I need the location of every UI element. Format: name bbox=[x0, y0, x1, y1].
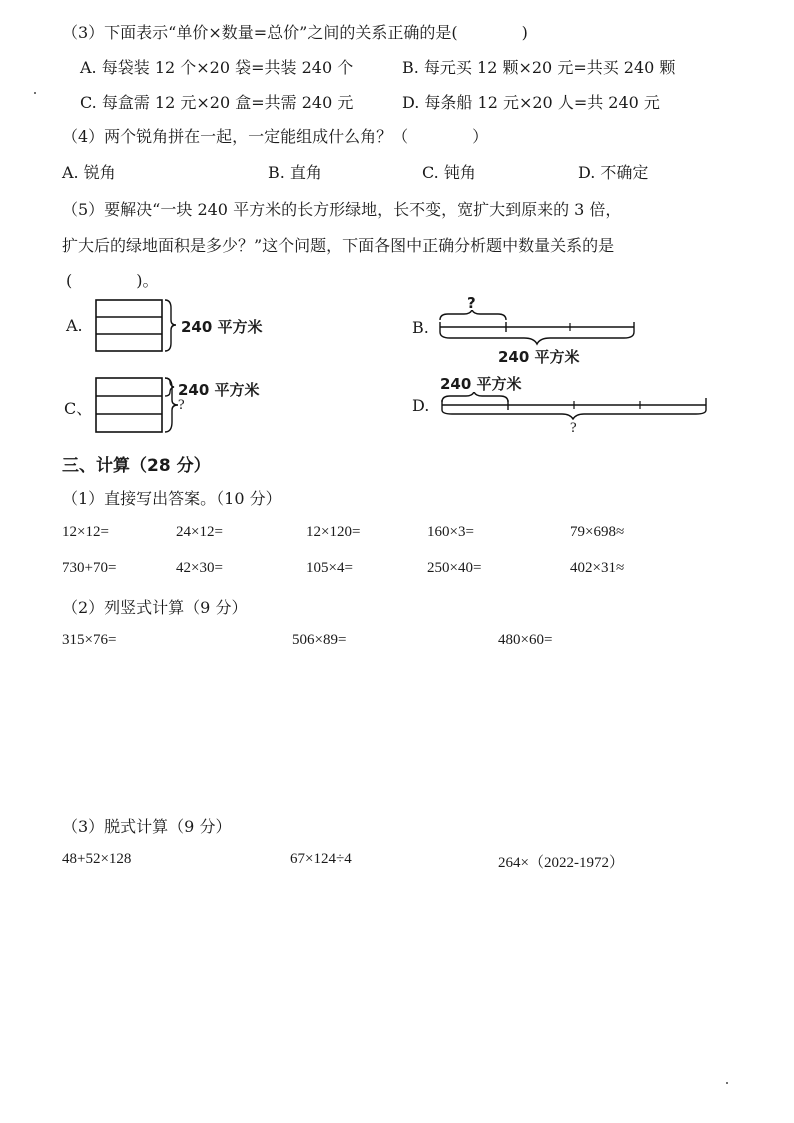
section3-title: 三、计算（28 分） bbox=[62, 456, 211, 476]
fig-a-label: 240 平方米 bbox=[181, 318, 263, 336]
fig-c-large-brace bbox=[165, 378, 178, 432]
section3-part1-title: （1）直接写出答案。（10 分） bbox=[62, 489, 282, 508]
fig-b-top-brace bbox=[440, 310, 506, 320]
fig-d-top-label: 240 平方米 bbox=[440, 375, 522, 393]
oral-calc-item: 402×31≈ bbox=[570, 560, 625, 576]
stepwise-calc-item: 67×124÷4 bbox=[290, 851, 352, 867]
oral-calc-item: 250×40= bbox=[427, 560, 482, 576]
vertical-calc-item: 506×89= bbox=[292, 632, 347, 648]
fig-c-question-mark: ? bbox=[178, 397, 185, 413]
oral-calc-item: 24×12= bbox=[176, 524, 223, 540]
oral-calc-item: 42×30= bbox=[176, 560, 223, 576]
oral-calc-item: 730+70= bbox=[62, 560, 117, 576]
q5-stem-line1: （5）要解决“一块 240 平方米的长方形绿地，长不变，宽扩大到原来的 3 倍， bbox=[62, 200, 622, 219]
fig-b-top-label: ? bbox=[467, 294, 476, 312]
oral-calc-item: 12×12= bbox=[62, 524, 109, 540]
fig-a-letter: A. bbox=[66, 316, 83, 335]
fig-d-letter: D. bbox=[412, 396, 430, 415]
fig-c-rectangle bbox=[96, 378, 162, 432]
fig-a-diagram bbox=[92, 296, 187, 356]
fig-c-label: 240 平方米 bbox=[178, 381, 260, 399]
fig-b-bottom-brace bbox=[440, 332, 634, 344]
section3-part3-title: （3）脱式计算（9 分） bbox=[62, 817, 232, 836]
fig-c-letter: C、 bbox=[64, 399, 93, 418]
fig-b-diagram bbox=[434, 310, 644, 346]
oral-calc-item: 12×120= bbox=[306, 524, 361, 540]
stepwise-calc-item: 48+52×128 bbox=[62, 851, 132, 867]
fig-a-rectangle bbox=[96, 300, 162, 351]
q4-option-b: B. 直角 bbox=[268, 163, 322, 182]
q5-stem-line2: 扩大后的绿地面积是多少？”这个问题，下面各图中正确分析题中数量关系的是 bbox=[62, 236, 615, 255]
q4-option-c: C. 钝角 bbox=[422, 163, 476, 182]
oral-calc-item: 105×4= bbox=[306, 560, 353, 576]
fig-c-diagram bbox=[92, 374, 187, 438]
fig-b-letter: B. bbox=[412, 318, 429, 337]
fig-b-bottom-label: 240 平方米 bbox=[498, 348, 580, 366]
q3-option-a: A. 每袋装 12 个×20 袋=共装 240 个 bbox=[80, 58, 354, 77]
fig-d-bottom-label: ? bbox=[570, 420, 577, 436]
q3-option-b: B. 每元买 12 颗×20 元=共买 240 颗 bbox=[402, 58, 676, 77]
q3-stem: （3）下面表示“单价×数量=总价”之间的关系正确的是( ) bbox=[62, 23, 528, 42]
q3-option-d: D. 每条船 12 元×20 人=共 240 元 bbox=[402, 93, 660, 112]
fig-d-diagram bbox=[434, 392, 714, 420]
section3-part2-title: （2）列竖式计算（9 分） bbox=[62, 598, 248, 617]
fig-a-brace bbox=[165, 300, 176, 351]
q4-option-d: D. 不确定 bbox=[578, 163, 649, 182]
q5-stem-line3: ( )。 bbox=[66, 271, 159, 290]
scan-speck bbox=[726, 1082, 728, 1084]
fig-d-top-brace bbox=[442, 392, 508, 402]
vertical-calc-item: 315×76= bbox=[62, 632, 117, 648]
oral-calc-item: 79×698≈ bbox=[570, 524, 625, 540]
q4-stem: （4）两个锐角拼在一起，一定能组成什么角？（ ） bbox=[62, 127, 489, 146]
q3-option-c: C. 每盒需 12 元×20 盒=共需 240 元 bbox=[80, 93, 354, 112]
scan-speck bbox=[34, 92, 36, 94]
fig-d-bottom-brace bbox=[442, 410, 706, 419]
vertical-calc-item: 480×60= bbox=[498, 632, 553, 648]
q4-option-a: A. 锐角 bbox=[62, 163, 116, 182]
oral-calc-item: 160×3= bbox=[427, 524, 474, 540]
stepwise-calc-item: 264×（2022-1972） bbox=[498, 855, 624, 871]
